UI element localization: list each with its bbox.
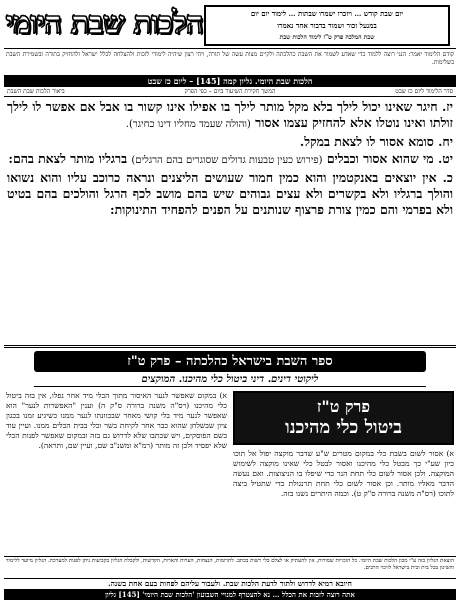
paragraph-bold: כ. אין יוצאים באנקטמין והוא כמין חמור שעושים הליצנים ונראה כרוכב עליו והוא נשואו והולך ברגליו ולא בקשרים ולא עצים גבוהים שיש בהם מושב לכף הרגל והולכים בהם בטיט ולא בפרמי והם כמין צורת פרצוף שנותנים על הפנים להפחיד התינוקות:: [7, 170, 453, 217]
left-column-text: א) במקום שאפשר לנער האיסור מתוך הכלי מיד אחר נפלו, אין בזה ביטול כלי מהיכנו (רס"ה משנה ברורה ס"ק ה) וענין "האפשרות לנער" הוא שאפשר לנער מיד בלי קושי מאחר שבכוונתו לנער ממנו כשיגיע זמנו בכגון ציון שבשלחן שהוא כבר אחר לקיחת בשר וכלי בבית הכלים ממנו. ועיין עוד בשם הפוסקים, ויש שכתבו שלא לדרוש גם בזה ובמקום שאפשר לפנות הכלי שלא יפסיד ולכן זה מותר (רמ"א ומשנ"ב שם, ועיין שם, ותראה).: [6, 391, 227, 450]
footer-notice: הוצאת הגליון בזה ע"י מכון הלכות שבת היומי. כל הזכויות שמורות, אין להעתיק או לצלם בלי רשות בכתב. לתרומות, הנצחות, הערות והארות, הקדשות, ולקבלת הגליון בקביעות ניתן לפנות למערכת. הגליון מיועד ללימוד והשינון בכל בית ובית בישראל לזיכוי הרבים.: [4, 556, 456, 578]
masthead-line: יום שבת קודש … ויזכרו ישמרו שבתות … לימוד יום יום: [250, 9, 404, 18]
paragraph-note: (פירוש כעין טבעות גדולים שסוגרים בהם הרגלים): [131, 155, 323, 166]
footer-callout: חיובא רמיא לדרוש ולתור לדעת הלכות שבת. ולעבור עליהם לפחות בעם אחת בשנה.: [4, 578, 456, 589]
intro-text: קודם הלימוד יאמר: הנני רוצה ללמוד כדי שאדע לשמור את השבת כהלכתה ולקיים מצות עשה של תורה, ויהי רצון שיהיה לימודי לזכות ולהצלחה לכלל ישראל ולהחזיק בתורה ובשמירת השבת בשלימות.: [6, 51, 454, 66]
paragraph-note: (והולה שעמד מחליו דינו כחיגר).: [125, 119, 251, 130]
paragraph-bold: יח. סומא אסור לו לצאת במקל.: [299, 134, 453, 149]
header-strip: הלכות שבת היומי. גליון קמה [145] – ליום כז שבט: [4, 75, 456, 87]
schedule-left: ביאור הלכות שבת השבת: [7, 88, 65, 95]
masthead: [4, 3, 456, 49]
paragraph-bold: ברגליו מותר לצאת בהם:: [8, 151, 128, 166]
perek-box: [233, 391, 454, 445]
section-banner: ספר השבת בישראל כהלכתה – פרק ט"ז: [34, 351, 426, 372]
halacha-paragraph: [7, 99, 453, 133]
halacha-paragraph: [7, 170, 453, 218]
schedule-center: המשך חקירת השיעור ביום – כפי הפרק: [184, 88, 276, 95]
masthead-title: הלכות שבת היומי: [5, 5, 203, 41]
paragraph-bold: יט. מי שהוא אסור וכבלים: [326, 151, 453, 166]
halacha-paragraph: [7, 151, 453, 169]
halacha-paragraphs: [4, 97, 456, 341]
two-columns: [4, 387, 456, 557]
perek-title: פרק ט"ז: [316, 397, 371, 416]
section-subtitle: ליקוטי דינים. דיני ביטול כלי מהיכנו. המוקצים: [34, 372, 426, 387]
masthead-line: שבת המלכה פרק ט"ז לימוד הלכות שבת: [279, 34, 375, 41]
paragraph-bold: יז. חיגר שאינו יכול לילך בלא מקל מותר לילך בו אפילו אינו קשור בו אבל אם אפשר לו לילך זולתו ואינו נוטלו אלא להחזיק עצמו אסור: [7, 99, 453, 130]
perek-subtitle: ביטול כלי מהיכנו: [285, 417, 402, 438]
footer-bar: אתה רוצה לזכות את הכלל … נא להצטרף למנויי השבועון 'הלכות שבת היומי' [145] גליון: [4, 589, 456, 600]
schedule-right: סדר הלימוד ליום כז שבט: [395, 88, 453, 95]
left-column: [6, 391, 227, 557]
footer: [4, 556, 456, 600]
right-column-text: א) אסור לשום בשבת כלי במקום מטרים ש"ע שדבר מוקצה יפול אל תוכו כיון שע"י כך מבטל כלי מהיכנו ואסור לבטל כלי שאינו מוקצה לשימוש המוקצה. ולכן אסור לשום כלי תחת הנר כדי שיפלו בו הניצוצות. ואם נעשה הדבר מאליו מותר. וכן אסור לשום כלי תחת תרנגולת כדי שתטיל ביצה לתוכו (רס"ה משנה ברורה ס"ק ט). וכמה היתרים נשנו בזה.: [233, 449, 454, 498]
masthead-line: במנעל זכור ושמור בדבור אחד נאמרו: [277, 21, 377, 30]
right-column: [233, 391, 454, 557]
divider: [4, 345, 456, 348]
schedule-strip: [4, 87, 456, 97]
masthead-box: [204, 5, 450, 46]
halacha-paragraph: [7, 134, 453, 150]
